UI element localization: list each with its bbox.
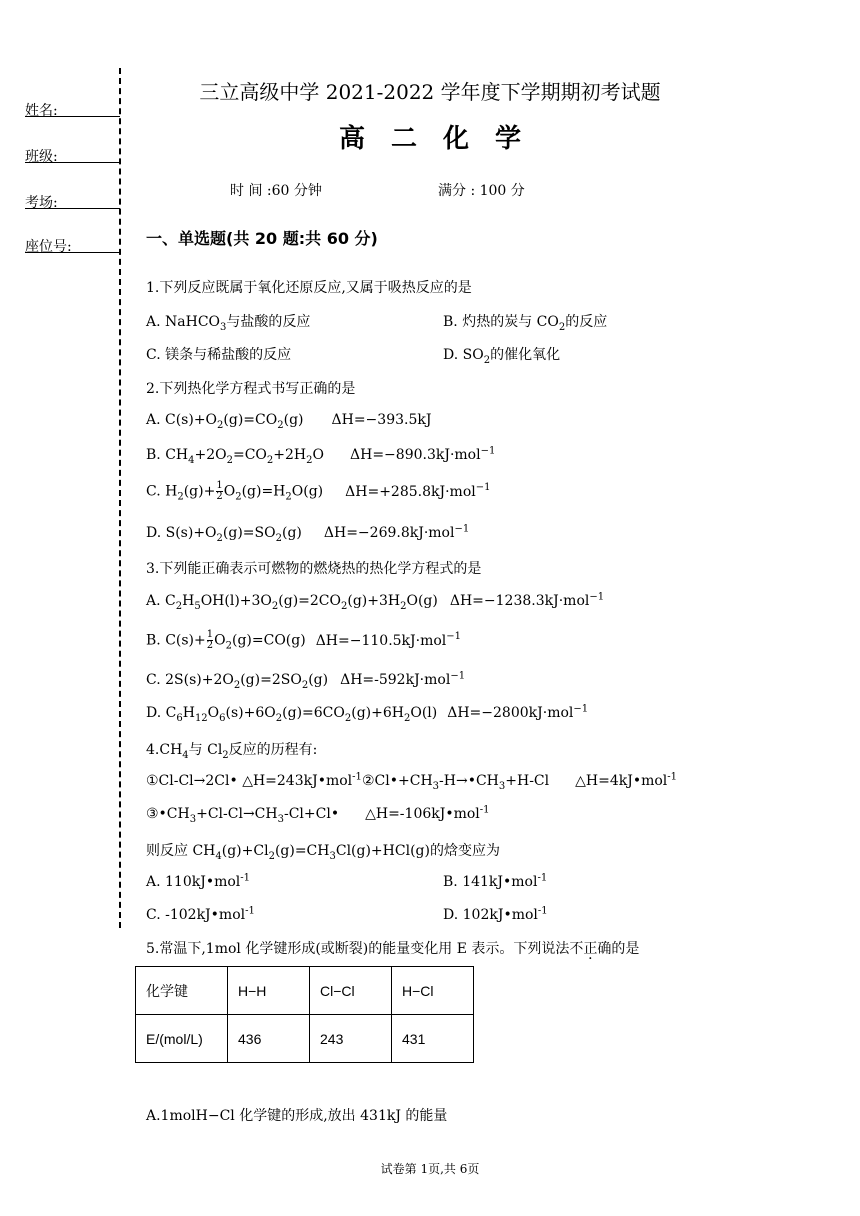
q1-option-c: C. 镁条与稀盐酸的反应 (146, 347, 292, 363)
school-title: 三立高级中学 2021-2022 学年度下学期期初考试题 (199, 80, 661, 104)
page-footer: 试卷第 1页,共 6页 (380, 1162, 480, 1176)
exam-room-field-line[interactable] (25, 208, 120, 209)
subject-title: 高二化学 (338, 124, 547, 154)
q1-option-a: A. NaHCO$_3$与盐酸的反应 (146, 314, 311, 333)
emphasis-not-correct: 不正确 (569, 941, 612, 957)
bond-energy-table (135, 966, 474, 1063)
q5-option-a: A.1molH−Cl 化学键的形成,放出 431kJ 的能量 (146, 1108, 448, 1124)
table-cell: 436 (228, 1015, 310, 1063)
section-title: 一、单选题(共 20 题:共 60 分) (146, 229, 378, 248)
q3-option-d: D. $C_6H_{12}O_6(s)+6O_2(g)=6CO_2(g)+6H_2O(l)$ ΔH=−2800kJ·mol$^{-1}$ (146, 703, 589, 724)
table-header-cell: H−H (228, 967, 310, 1015)
q1-option-d: D. $SO_2$的催化氧化 (443, 347, 561, 366)
q3-option-a: A. $C_2H_5OH(l)+3O_2(g)=2CO_2(g)+3H_2O(g)$ ΔH=−1238.3kJ·mol$^{-1}$ (146, 591, 605, 612)
q3-option-b: B. C(s)+ $\frac{1}{2}$ $O_2(g)=CO(g)$ ΔH=−110.5kJ·mol$^{-1}$ (146, 629, 462, 652)
time-info: 时 间 :60 分钟 (230, 183, 322, 199)
table-header-cell: 化学键 (136, 967, 228, 1015)
q3-stem: 3.下列能正确表示可燃物的燃烧热的热化学方程式的是 (146, 561, 482, 577)
binding-dashed-line (119, 68, 121, 928)
q5-stem: 5.常温下,1mol 化学键形成(或断裂)的能量变化用 E 表示。下列说法不正确的是 (146, 941, 640, 957)
table-cell: E/(mol/L) (136, 1015, 228, 1063)
seat-number-field-line[interactable] (25, 252, 120, 253)
q4-stem: $4.CH_4$与 $Cl_2$反应的历程有: (146, 742, 318, 761)
q4-option-a: A. 110kJ•mol$^{-1}$ (146, 872, 251, 890)
class-field-line[interactable] (25, 162, 120, 163)
score-info: 满分 : 100 分 (438, 183, 525, 199)
q2-option-b: B. $CH_4+2O_2=CO_2+2H_2O$ ΔH=−890.3kJ·mol$^{-1}$ (146, 445, 496, 466)
q4-option-c: C. -102kJ•mol$^{-1}$ (146, 905, 255, 923)
q4-step-1: ①Cl-Cl→2Cl• △H=243kJ•mol$^{-1}$ (146, 771, 362, 789)
class-label: 班级: (25, 149, 58, 165)
q2-option-d: D. $S(s)+O_2(g)=SO_2(g)$ ΔH=−269.8kJ·mol$^{-1}$ (146, 523, 470, 544)
q4-option-d: D. 102kJ•mol$^{-1}$ (443, 905, 548, 923)
table-row (136, 1015, 474, 1063)
q4-question: 则反应 $CH_4(g)+Cl_2(g)=CH_3Cl(g)+HCl(g)$的焓变应为 (146, 843, 500, 862)
half-fraction: $\frac{1}{2}$ (216, 480, 223, 502)
q4-step-3: $③•CH_3+Cl-Cl\to CH_3-Cl+Cl•$ △H=-106kJ•mol$^{-1}$ (146, 804, 490, 825)
table-row (136, 967, 474, 1015)
q2-stem: 2.下列热化学方程式书写正确的是 (146, 381, 356, 397)
name-label: 姓名: (25, 103, 58, 119)
half-fraction: $\frac{1}{2}$ (206, 629, 214, 651)
seat-number-label: 座位号: (25, 239, 72, 255)
q4-step-2: $②Cl•+CH_3-H\to•CH_3+H-Cl$ △H=4kJ•mol$^{-1}$ (362, 771, 678, 792)
exam-room-label: 考场: (25, 195, 58, 211)
q1-option-b: B. 灼热的炭与 $CO_2$的反应 (443, 314, 608, 333)
name-field-line[interactable] (25, 116, 120, 117)
q4-option-b: B. 141kJ•mol$^{-1}$ (443, 872, 548, 890)
table-cell: 243 (310, 1015, 392, 1063)
q3-option-c: C. $2S(s)+2O_2(g)=2SO_2(g)$ ΔH=-592kJ·mol$^{-1}$ (146, 670, 466, 691)
q1-stem: 1.下列反应既属于氧化还原反应,又属于吸热反应的是 (146, 280, 472, 296)
q2-option-c: C. $H_2(g)+$ $\frac{1}{2}$ $O_2(g)=H_2O(g)$ ΔH=+285.8kJ·mol$^{-1}$ (146, 480, 491, 503)
q2-option-a: A. $C(s)+O_2(g)=CO_2(g)$ ΔH=−393.5kJ (146, 412, 432, 431)
table-header-cell: H−Cl (392, 967, 474, 1015)
table-cell: 431 (392, 1015, 474, 1063)
table-header-cell: Cl−Cl (310, 967, 392, 1015)
